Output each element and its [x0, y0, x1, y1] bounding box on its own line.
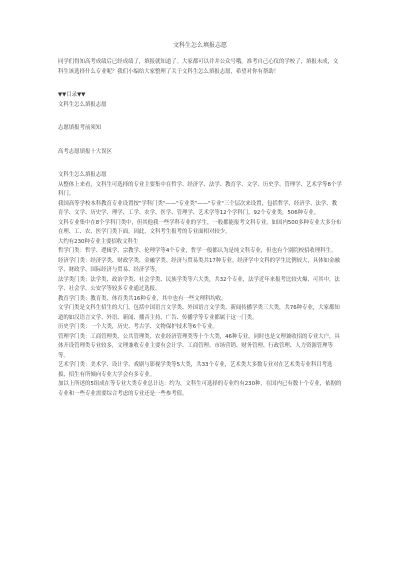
body-paragraph: 从整体上来看，文科生可选择的专业主要集中在哲学、经济学、法学、教育学、文学、历史学、管理学、艺术学等8个学科门。 [58, 181, 342, 197]
toc-item[interactable]: 文科生怎么填报志愿 [58, 101, 107, 108]
body-paragraph: 法学类门类：法学类、政治学类、社会学类、民族学类等六大类，共32个专业，法学近年来报考比较火爆，可其中，法学、社会学、公安学等较多专业通过选报。 [58, 276, 340, 292]
body-paragraph: 管理学门类：工商管理类、公共管理类、农业经济管理类等十个大类，46种专业，同时也是文理兼收招的专业大户，具体开设管理类专业较多，文理兼收专业主要有会计学、工商管理、市场营销、财务管理、行政管理、人力资源管理等等。 [58, 333, 340, 359]
toc-item[interactable]: 志愿填报考前须知 [58, 125, 102, 131]
body-paragraph: 加以上所述的5组成在等专业大类专业总计达：约为，文科生可选择的专业约有230种，在国内已有数十个专业，依据的专业和一些专业需要综合考虑的专业还是一些参考值。 [58, 381, 342, 397]
body-paragraph: 文学门类是文科生招生的大门，包括中国语言文学类、外国语言文学类、新闻传播学类三大类，共76种专业，大家都知道的如汉语言文学、外语、新闻、播音主持、广告、传播学等专业都属于这一门类。 [58, 305, 340, 321]
toc-marker: ▼▼目录▼▼ [58, 92, 86, 98]
body-paragraph: 大约有230种专业主要招收文科生 [58, 238, 139, 245]
body-paragraph: 文科专业集中在8个学科门类中，但其他我一些学科专业的学生，一般都能报考文科专业，如国内500多种专业大多分布在理、工、农、医学门类下面，因此，文科考生报考的专业面相对较少。 [58, 219, 342, 235]
intro-paragraph: 同学们得知高考成绩后已经成绩了，填报就知道了。大家都可以并并公众号哦。准考自己心仪的学校了，填报未成，文科生该选择什么专业呢？我们小编给大家整理了关于文科生怎么填报志愿，希望对你有帮助！ [58, 59, 339, 75]
body-paragraph: 我国高等学校本科教育专业设置按"学科门类"——"专业类"——"专业"三个层次来设置，包括哲学、经济学、法学、教育学、文学、历史学、理学、工学、农学、医学、管理学、艺术学等12个学科门，92个专业类，506种专业。 [58, 200, 338, 216]
document-title: 文科生怎么填报志愿 [172, 42, 227, 49]
toc-item[interactable]: 高考志愿填报十大误区 [58, 148, 112, 155]
body-paragraph: 教育学门类：教育类、体育类共16种专业，其中也有一些文理科均收。 [58, 295, 227, 302]
body-paragraph: 历史学门类：一个大类，历史、考古学、文物保护技术等6个专业。 [58, 324, 218, 330]
body-paragraph: 经济学门类：经济学类、财政学类、金融学类、经济与贸易类共17种专业。经济学中文科的学生比例较大，具体如金融学、财政学、国际经济与贸易、经济学等。 [58, 257, 340, 273]
body-paragraph: 哲学门类：哲学、逻辑学、宗教学、伦理学等4个专业，哲学一般都认为是纯文科专业，但也有个别院校招收理科生。 [58, 248, 337, 254]
body-paragraph: 艺术学门类：美术学、设计学、戏剧与影视学类等5大类，共33个专业，艺术类大多数专业对在艺术类专业科目考选拔、招生有所倾向专业大学会有多专业。 [58, 362, 333, 378]
body-text [58, 181, 342, 400]
section-heading: 文科生怎么填报志愿 [58, 172, 107, 178]
